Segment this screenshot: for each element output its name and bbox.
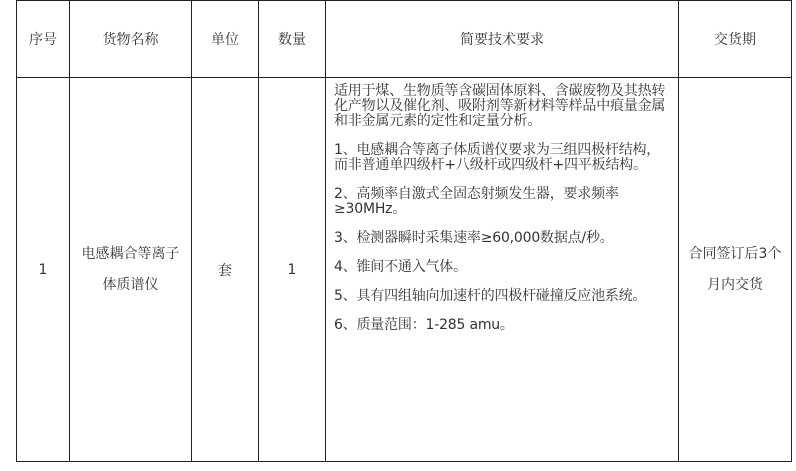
requirement-item-2: 2、高频率自激式全固态射频发生器，要求频率≥30MHz。: [334, 186, 619, 217]
cell-quantity: 1: [259, 78, 326, 462]
requirement-item-5: 5、具有四组轴向加速杆的四极杆碰撞反应池系统。: [334, 288, 647, 304]
requirement-item-1: 1、电感耦合等离子体质谱仪要求为三组四极杆结构，而非普通单四级杆+八级杆或四级杆+四平板结构。: [334, 142, 661, 173]
requirement-intro: 适用于煤、生物质等含碳固体原料、含碳废物及其热转化产物以及催化剂、吸附剂等新材料等样品中痕量金属和非金属元素的定性和定量分析。: [334, 83, 666, 129]
goods-name-text: 电感耦合等离子体质谱仪: [81, 245, 180, 293]
requirement-item-3: 3、检测器瞬时采集速率≥60,000数据点/秒。: [334, 230, 614, 246]
header-quantity: 数量: [259, 1, 326, 78]
cell-index: 1: [17, 78, 70, 462]
header-unit: 单位: [192, 1, 259, 78]
table-row: [17, 78, 792, 462]
header-delivery: 交货期: [679, 1, 792, 78]
table-header-row: [17, 1, 792, 78]
cell-tech-requirements: [326, 78, 679, 462]
requirement-item-4: 4、锥间不通入气体。: [334, 259, 467, 275]
goods-requirements-table: [16, 0, 792, 462]
cell-unit: 套: [192, 78, 259, 462]
delivery-text: 合同签订后3个月内交货: [688, 245, 782, 293]
cell-delivery: [679, 78, 792, 462]
header-index: 序号: [17, 1, 70, 78]
header-goods-name: 货物名称: [70, 1, 192, 78]
cell-goods-name: [70, 78, 192, 462]
header-tech-requirements: 简要技术要求: [326, 1, 679, 78]
requirement-item-6: 6、质量范围：1-285 amu。: [334, 317, 514, 333]
